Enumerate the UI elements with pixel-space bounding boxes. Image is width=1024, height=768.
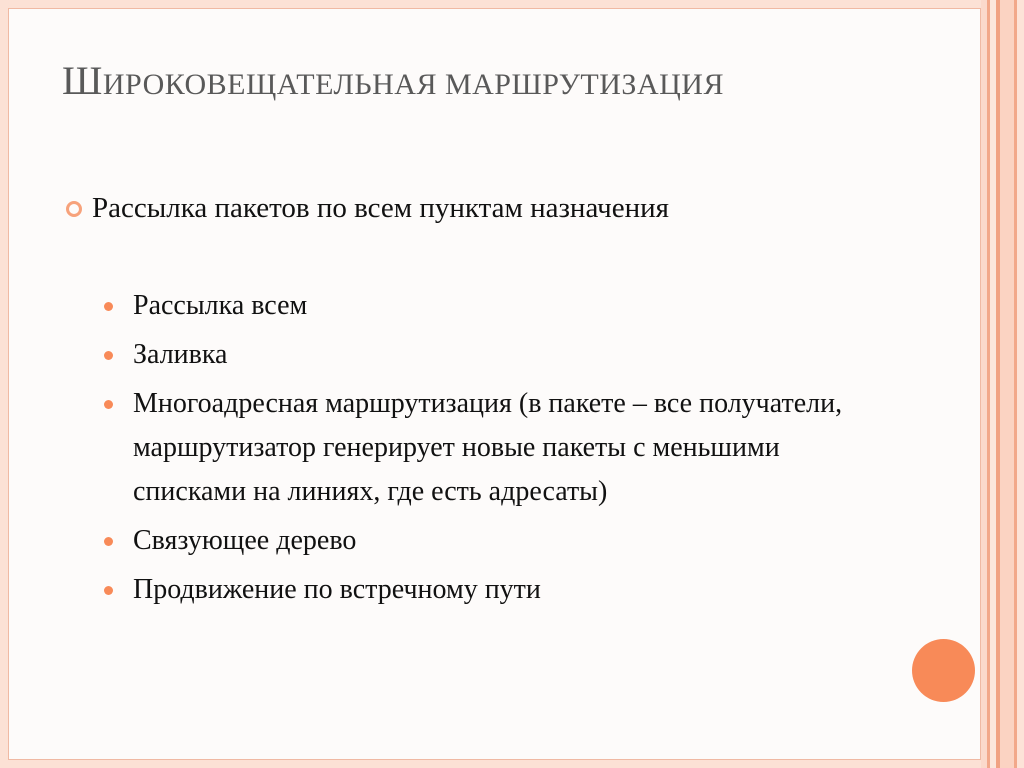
subbullet-list xyxy=(104,284,874,617)
list-item xyxy=(104,519,874,563)
list-item-text: Связующее дерево xyxy=(133,525,357,556)
list-item-text: Многоадресная маршрутизация (в пакете – все получатели, маршрутизатор генерирует новые пакеты с меньшими списками на линиях, где есть адресаты) xyxy=(133,388,843,507)
decorative-stripe xyxy=(1017,0,1024,768)
dot-bullet-icon xyxy=(104,400,113,409)
list-item-text: Продвижение по встречному пути xyxy=(133,574,541,605)
dot-bullet-icon xyxy=(104,351,113,360)
list-item xyxy=(104,333,874,377)
list-item-text: Рассылка всем xyxy=(133,290,308,321)
title-text: ИРОКОВЕЩАТЕЛЬНАЯ МАРШРУТИЗАЦИЯ xyxy=(102,68,724,101)
dot-bullet-icon xyxy=(104,302,113,311)
list-item-text: Заливка xyxy=(133,339,228,370)
list-item xyxy=(104,382,874,514)
decorative-stripe xyxy=(1000,0,1014,768)
list-item xyxy=(104,568,874,612)
ring-bullet-icon xyxy=(66,201,82,217)
title-initial: Ш xyxy=(62,58,103,103)
bullet-level1 xyxy=(66,186,916,230)
list-item xyxy=(104,284,874,328)
dot-bullet-icon xyxy=(104,537,113,546)
bullet-level1-text: Рассылка пакетов по всем пунктам назначения xyxy=(92,192,669,224)
dot-bullet-icon xyxy=(104,586,113,595)
slide-title xyxy=(62,56,882,110)
decorative-circle-icon xyxy=(912,639,975,702)
